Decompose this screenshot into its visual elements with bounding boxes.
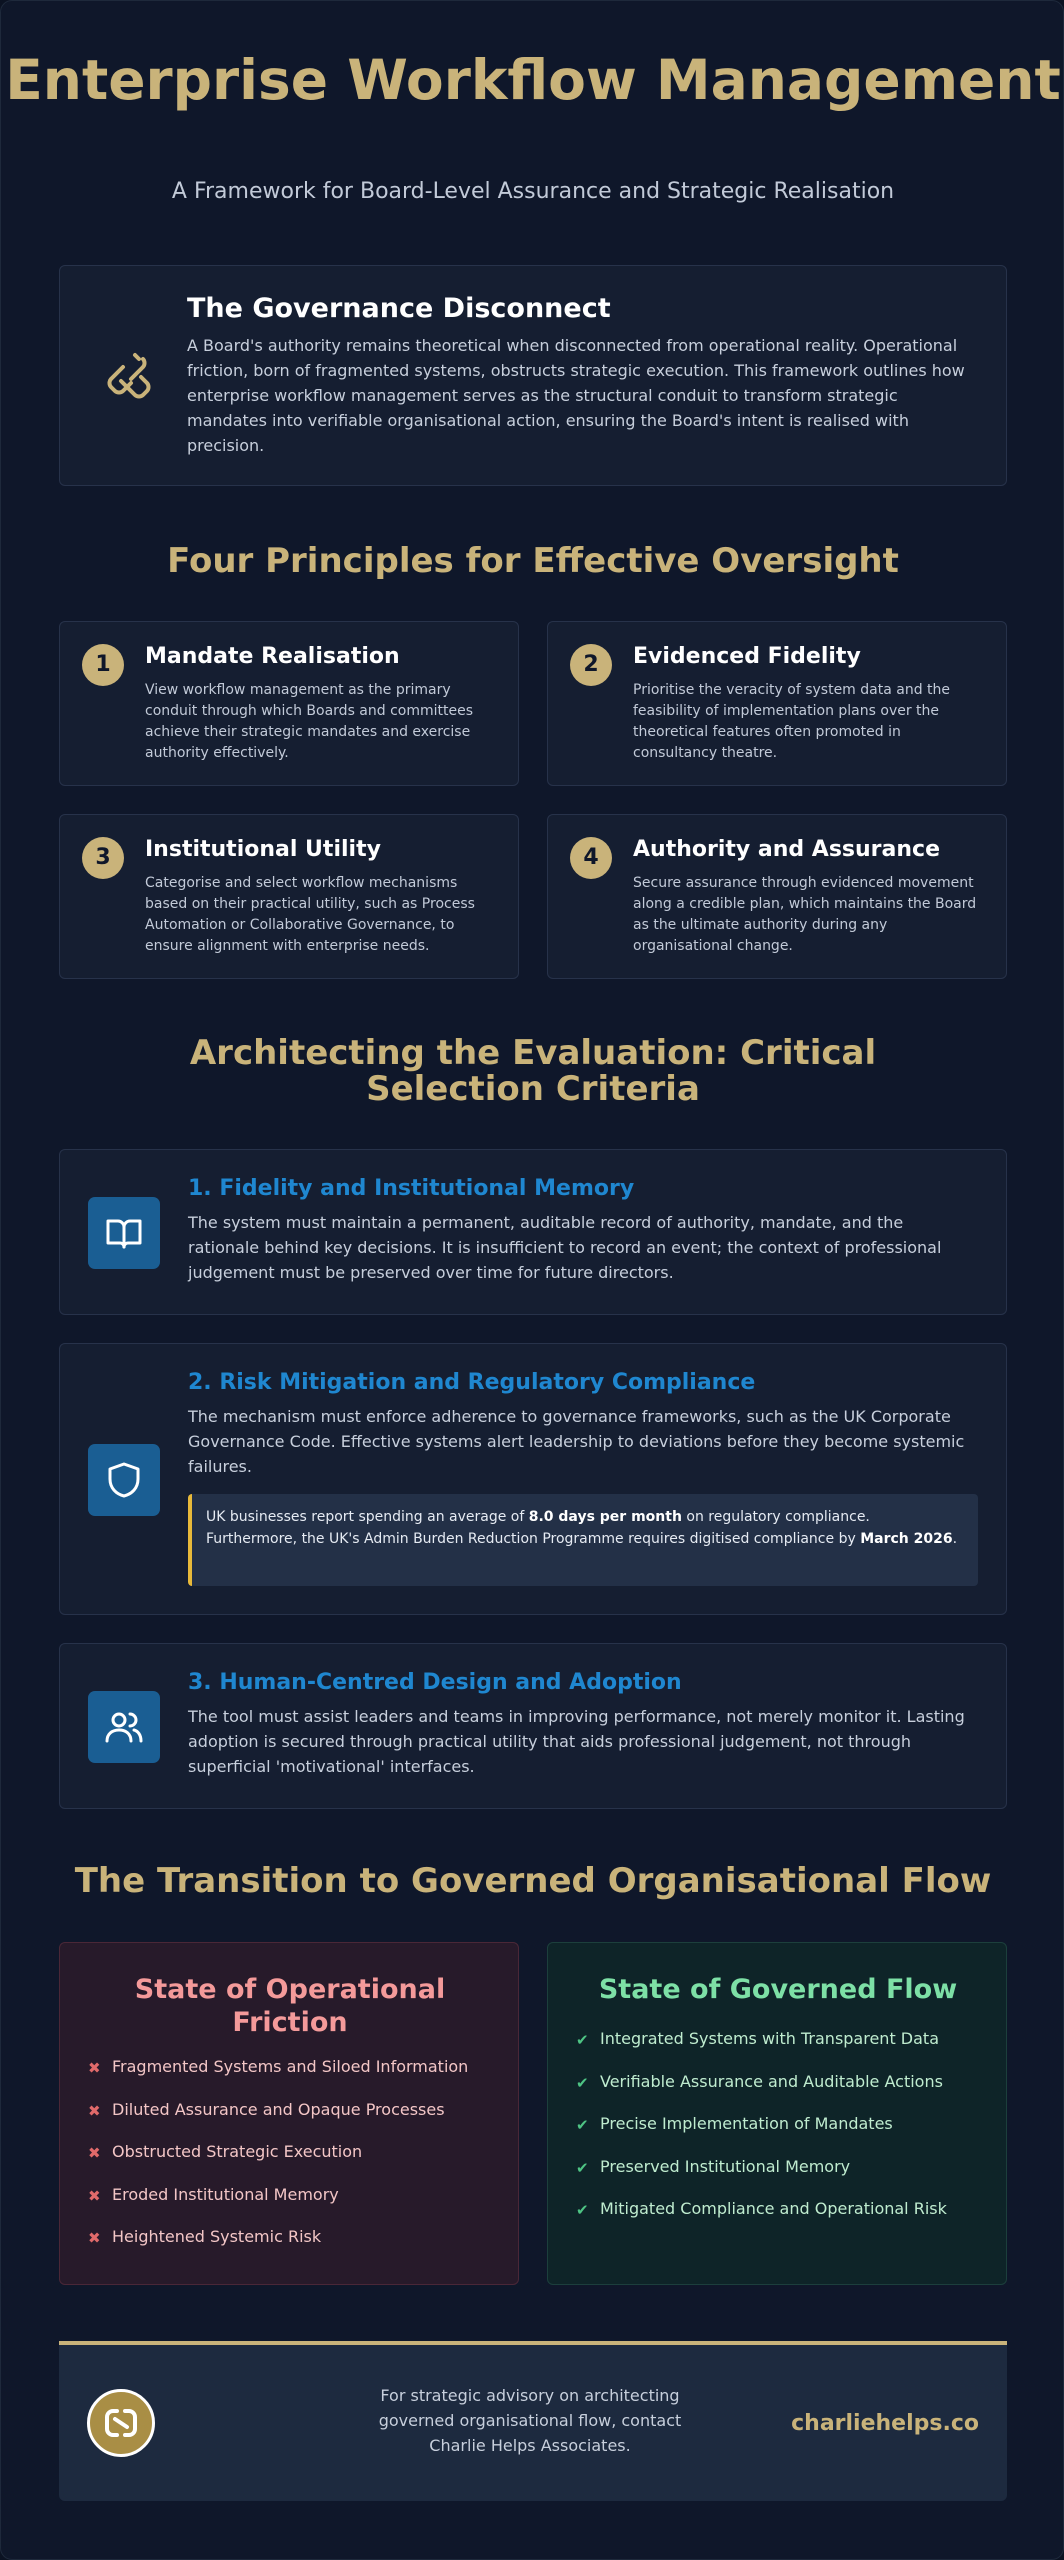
list-item: ✖ Eroded Institutional Memory bbox=[88, 2184, 339, 2205]
principle-text: Prioritise the veracity of system data and the feasibility of implementation plans over the theoretical features often promoted in consultancy theatre. bbox=[633, 682, 951, 761]
principle-number: 1 bbox=[82, 644, 124, 686]
criterion-card bbox=[59, 1149, 1007, 1315]
principle-title: Evidenced Fidelity bbox=[633, 644, 861, 669]
transition-title: The Transition to Governed Organisational Flow bbox=[74, 1861, 992, 1901]
list-item: ✖ Obstructed Strategic Execution bbox=[88, 2142, 363, 2163]
check-icon: ✔ bbox=[576, 2116, 589, 2135]
page-subtitle: A Framework for Board-Level Assurance and Strategic Realisation bbox=[171, 179, 895, 204]
link-logo-icon bbox=[87, 2389, 155, 2457]
friction-state-card bbox=[59, 1942, 519, 2285]
principle-text: Categorise and select workflow mechanisms based on their practical utility, such as Process Automation or Collaborative Governance, to ensure alignment with enterprise needs. bbox=[145, 875, 475, 954]
check-icon: ✔ bbox=[576, 2158, 589, 2177]
intro-title: The Governance Disconnect bbox=[187, 293, 611, 324]
callout-text: on regulatory compliance. Furthermore, the UK's Admin Burden Reduction Programme requires digitised compliance by bbox=[206, 1509, 870, 1547]
criterion-title: 2. Risk Mitigation and Regulatory Compliance bbox=[188, 1370, 756, 1395]
check-icon: ✔ bbox=[576, 2073, 589, 2092]
principle-text: View workflow management as the primary conduit through which Boards and committees achieve their strategic mandates and exercise authority effectively. bbox=[145, 682, 474, 761]
criteria-title: Architecting the Evaluation: Critical Selection Criteria bbox=[189, 1033, 877, 1109]
criterion-title: 3. Human-Centred Design and Adoption bbox=[188, 1670, 682, 1695]
principle-text: Secure assurance through evidenced movement along a credible plan, which maintains the Board as the ultimate authority during any organisational change. bbox=[633, 875, 977, 954]
criterion-text: The system must maintain a permanent, auditable record of authority, mandate, and the rationale behind key decisions. It is insufficient to record an event; the context of professional judgement must be preserved over time for future directors. bbox=[188, 1213, 942, 1282]
callout-deadline: March 2026 bbox=[860, 1531, 953, 1547]
list-item: ✖ Heightened Systemic Risk bbox=[88, 2227, 322, 2248]
open-book-icon bbox=[88, 1197, 160, 1269]
website-link[interactable]: charliehelps.co bbox=[791, 2411, 979, 2436]
cross-icon: ✖ bbox=[88, 2186, 101, 2205]
list-item: ✔ Integrated Systems with Transparent Data bbox=[576, 2029, 940, 2049]
principle-number: 4 bbox=[570, 837, 612, 879]
users-icon bbox=[88, 1691, 160, 1763]
cross-icon: ✖ bbox=[88, 2059, 101, 2077]
principle-number: 3 bbox=[82, 837, 124, 879]
check-icon: ✔ bbox=[576, 2201, 589, 2220]
callout-text: UK businesses report spending an average of bbox=[206, 1509, 529, 1525]
callout-days-stat: 8.0 days per month bbox=[528, 1509, 682, 1525]
criterion-card bbox=[59, 1343, 1007, 1615]
footer-advisory-text: For strategic advisory on architecting governed organisational flow, contact Charlie Helps Associates. bbox=[378, 2386, 682, 2455]
principle-card bbox=[59, 621, 519, 786]
cross-icon: ✖ bbox=[88, 2229, 101, 2248]
callout-text: . bbox=[952, 1531, 958, 1547]
principle-card bbox=[59, 814, 519, 979]
footer bbox=[59, 2341, 1007, 2501]
principle-title: Mandate Realisation bbox=[145, 644, 400, 669]
criterion-card bbox=[59, 1643, 1007, 1809]
list-item: ✔ Precise Implementation of Mandates bbox=[576, 2114, 893, 2135]
page-title: Enterprise Workflow Management bbox=[5, 48, 1061, 112]
principle-card bbox=[547, 814, 1007, 979]
list-item: ✔ Preserved Institutional Memory bbox=[576, 2156, 851, 2177]
list-item: ✖ Diluted Assurance and Opaque Processes bbox=[88, 2099, 445, 2120]
list-item: ✔ Mitigated Compliance and Operational Risk bbox=[576, 2199, 947, 2220]
criterion-text: The tool must assist leaders and teams in improving performance, not merely monitor it. Lasting adoption is secured through practical utility that aids professional judgement, not through superficial 'motivational' interfaces. bbox=[188, 1707, 965, 1776]
broken-link-icon bbox=[101, 347, 163, 409]
friction-list bbox=[88, 2056, 508, 2269]
flow-list bbox=[576, 2028, 996, 2241]
flow-title: State of Governed Flow bbox=[598, 1974, 958, 2005]
flow-state-card bbox=[547, 1942, 1007, 2285]
principles-title: Four Principles for Effective Oversight bbox=[167, 541, 899, 581]
cross-icon: ✖ bbox=[88, 2101, 101, 2120]
check-icon: ✔ bbox=[576, 2031, 589, 2049]
criterion-text: The mechanism must enforce adherence to governance frameworks, such as the UK Corporate Governance Code. Effective systems alert leadership to deviations before they become systemic failures. bbox=[188, 1407, 965, 1476]
shield-icon bbox=[88, 1444, 160, 1516]
principle-title: Institutional Utility bbox=[145, 837, 381, 862]
intro-text: A Board's authority remains theoretical when disconnected from operational reality. Operational friction, born of fragmented systems, obstructs strategic execution. This framework outlines how enterprise workflow management serves as the structural conduit to transform strategic mandates into verifiable organisational action, ensuring the Board's intent is realised with precision. bbox=[187, 336, 965, 455]
principle-number: 2 bbox=[570, 644, 612, 686]
cross-icon: ✖ bbox=[88, 2144, 101, 2163]
principle-card bbox=[547, 621, 1007, 786]
list-item: ✖ Fragmented Systems and Siloed Information bbox=[88, 2057, 469, 2077]
friction-title: State of Operational Friction bbox=[134, 1974, 446, 2038]
principle-title: Authority and Assurance bbox=[633, 837, 941, 862]
compliance-callout bbox=[188, 1494, 978, 1586]
criterion-title: 1. Fidelity and Institutional Memory bbox=[188, 1176, 635, 1201]
list-item: ✔ Verifiable Assurance and Auditable Actions bbox=[576, 2071, 943, 2092]
